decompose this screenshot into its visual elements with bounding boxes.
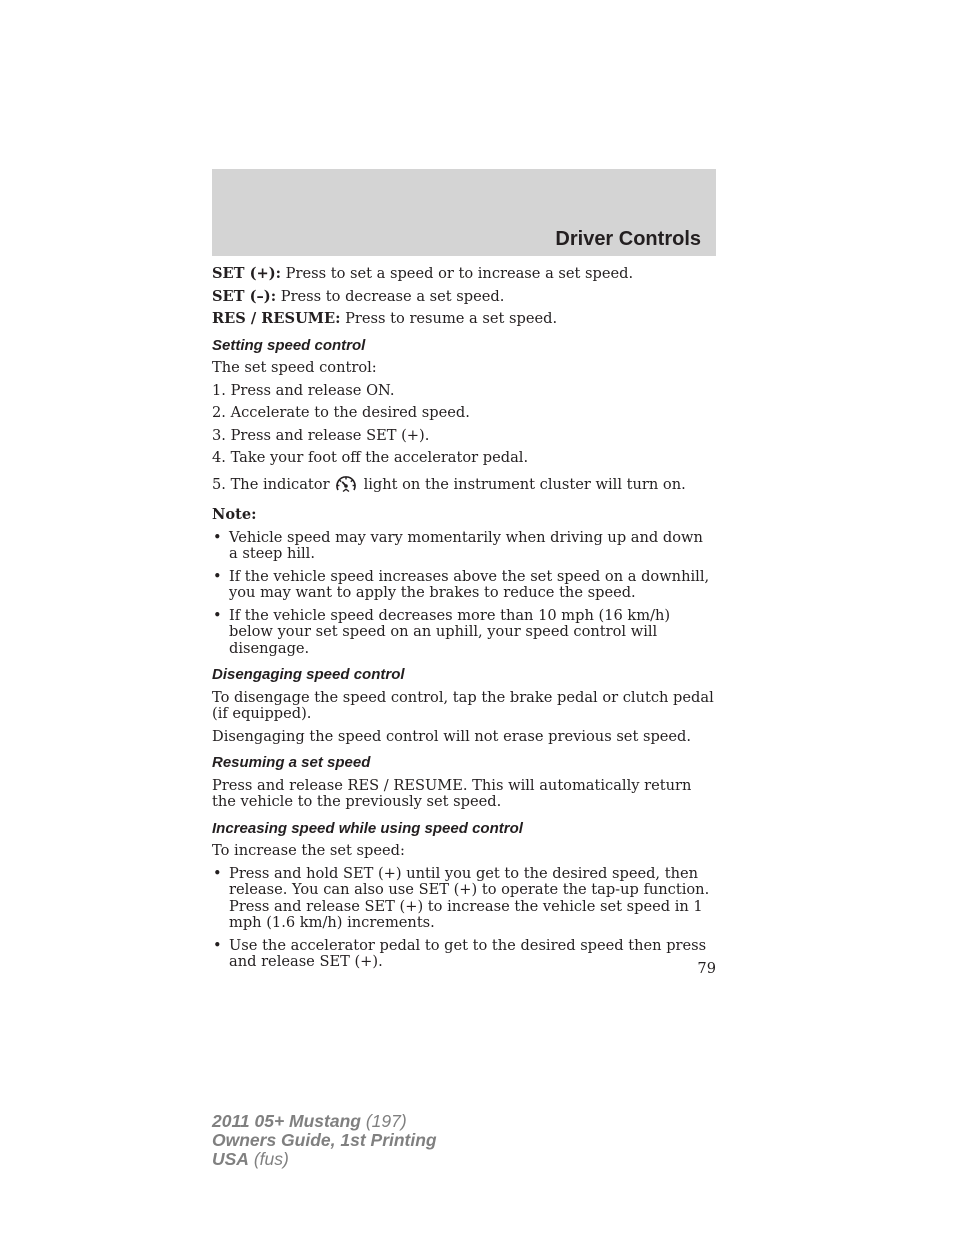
speed-control-indicator-icon [334, 473, 358, 500]
bullet-glyph: • [213, 936, 222, 954]
set-plus-text: Press to set a speed or to increase a set speed. [281, 265, 634, 282]
note-label-text: Note: [212, 506, 257, 523]
note-item-text: If the vehicle speed increases above the set speed on a downhill, you may want to apply the brakes to reduce the speed. [229, 567, 710, 601]
note-label [212, 507, 716, 524]
page-number: 79 [697, 960, 716, 977]
note-item-text: If the vehicle speed decreases more than 10 mph (16 km/h) below your set speed on an uphill, your speed control will disengage. [229, 606, 671, 657]
bullet-glyph: • [213, 864, 222, 882]
step-5-text-after: light on the instrument cluster will turn on. [363, 475, 686, 493]
setting-step-1: 1. Press and release ON. [212, 381, 395, 399]
increasing-item-text: Press and hold SET (+) until you get to the desired speed, then release. You can also use SET (+) to operate the tap-up function. Press and release SET (+) to increase the vehicle set speed in 1 mph (1.6 km/h) increments. [229, 864, 710, 931]
disengaging-paragraph-2: Disengaging the speed control will not erase previous set speed. [212, 727, 692, 745]
note-item [212, 569, 716, 602]
set-minus-description [212, 289, 716, 306]
disengaging-paragraph-1: To disengage the speed control, tap the brake pedal or clutch pedal (if equipped). [212, 688, 714, 722]
bullet-glyph: • [213, 606, 222, 624]
increasing-item [212, 938, 716, 971]
resume-text: Press to resume a set speed. [340, 310, 558, 327]
resume-label: RES / RESUME: [212, 310, 341, 327]
increasing-item-text: Use the accelerator pedal to get to the desired speed then press and release SET (+). [229, 936, 707, 970]
resuming-paragraph: Press and release RES / RESUME. This will automatically return the vehicle to the previously set speed. [212, 776, 692, 810]
footer-market: USA [212, 1149, 249, 1169]
setting-intro: The set speed control: [212, 359, 377, 376]
setting-step-2: 2. Accelerate to the desired speed. [212, 404, 470, 421]
footer-line-1 [212, 1112, 437, 1131]
heading-disengaging-speed-control: Disengaging speed control [212, 666, 405, 683]
footer-market-code: (fus) [248, 1149, 289, 1169]
footer-line-3 [212, 1150, 437, 1169]
setting-step-5 [212, 473, 716, 500]
page-content [212, 266, 716, 977]
increasing-item [212, 866, 716, 932]
heading-setting-speed-control: Setting speed control [212, 336, 366, 354]
bullet-glyph: • [213, 528, 222, 546]
setting-step-3: 3. Press and release SET (+). [212, 426, 430, 444]
step-5-text-before: 5. The indicator [212, 475, 330, 493]
document-footer [212, 1112, 437, 1169]
setting-step-4: 4. Take your foot off the accelerator pedal. [212, 449, 529, 466]
heading-resuming-set-speed: Resuming a set speed [212, 754, 371, 771]
set-minus-text: Press to decrease a set speed. [276, 287, 505, 305]
footer-model: 2011 05+ Mustang [212, 1111, 361, 1131]
note-item [212, 530, 716, 563]
note-item [212, 608, 716, 658]
resume-description [212, 311, 716, 328]
bullet-glyph: • [213, 567, 222, 585]
footer-model-code: (197) [360, 1111, 407, 1131]
section-header-band [212, 169, 716, 256]
footer-guide: Owners Guide, 1st Printing [212, 1130, 437, 1150]
section-title: Driver Controls [555, 228, 701, 250]
set-minus-label: SET (–): [212, 287, 277, 305]
set-plus-description [212, 266, 716, 283]
set-plus-label: SET (+): [212, 265, 282, 282]
footer-line-2 [212, 1131, 437, 1150]
note-item-text: Vehicle speed may vary momentarily when driving up and down a steep hill. [229, 528, 703, 562]
increasing-intro: To increase the set speed: [212, 842, 405, 859]
heading-increasing-speed: Increasing speed while using speed control [212, 819, 523, 837]
